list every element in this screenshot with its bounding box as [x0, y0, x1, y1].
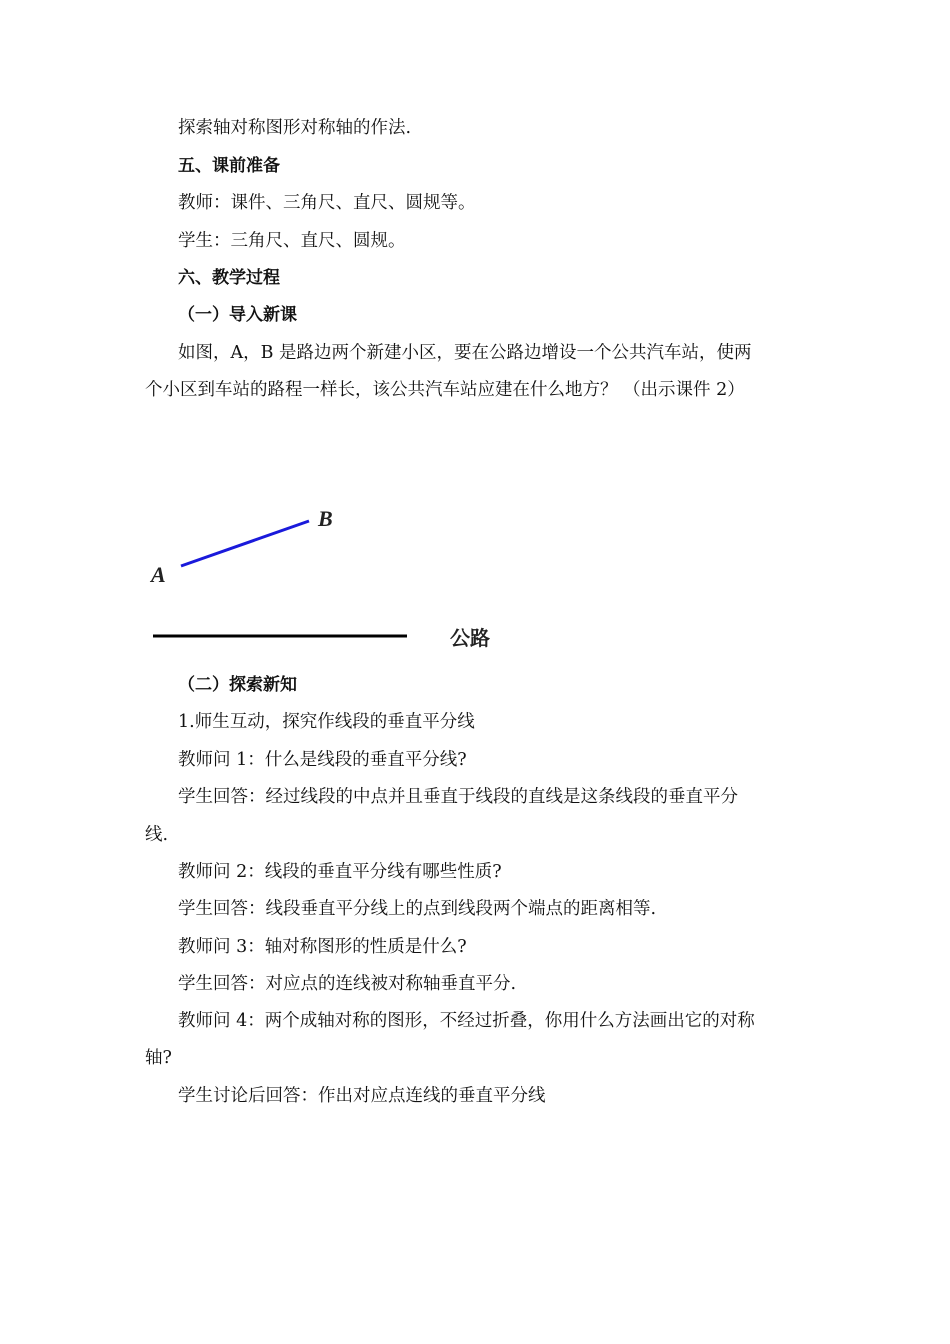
point-a-label: A [151, 562, 166, 587]
subsection-heading-2: （二）探索新知 [178, 675, 297, 695]
text-line: 学生回答：线段垂直平分线上的点到线段两个端点的距离相等. [178, 899, 657, 919]
text-line: 如图，A，B 是路边两个新建小区，要在公路边增设一个公共汽车站，使两 [178, 343, 752, 363]
text-line: 线. [145, 825, 169, 845]
text-line: 个小区到车站的路程一样长，该公共汽车站应建在什么地方？ （出示课件 2） [145, 380, 745, 400]
text-line: 学生回答：经过线段的中点并且垂直于线段的直线是这条线段的垂直平分 [178, 787, 738, 807]
text-line: 学生回答：对应点的连线被对称轴垂直平分. [178, 974, 517, 994]
point-b-label: B [318, 506, 333, 531]
section-heading-5: 五、课前准备 [178, 156, 280, 176]
text-line: 轴? [145, 1048, 172, 1068]
text-line: 探索轴对称图形对称轴的作法. [178, 118, 412, 138]
road-label: 公路 [450, 626, 490, 650]
text-line: 教师问 1：什么是线段的垂直平分线? [178, 750, 467, 770]
section-heading-6: 六、教学过程 [178, 268, 280, 288]
text-line: 学生：三角尺、直尺、圆规。 [178, 231, 406, 251]
segment-ab [181, 521, 309, 566]
text-line: 学生讨论后回答：作出对应点连线的垂直平分线 [178, 1086, 546, 1106]
subsection-heading-1: （一）导入新课 [178, 305, 297, 325]
road-figure-svg [140, 500, 520, 660]
text-line: 教师问 4：两个成轴对称的图形，不经过折叠，你用什么方法画出它的对称 [178, 1011, 755, 1031]
text-line: 教师：课件、三角尺、直尺、圆规等。 [178, 193, 476, 213]
text-line: 教师问 2：线段的垂直平分线有哪些性质? [178, 862, 502, 882]
text-line: 1.师生互动，探究作线段的垂直平分线 [178, 712, 475, 732]
road-figure [140, 500, 520, 660]
text-line: 教师问 3：轴对称图形的性质是什么? [178, 937, 467, 957]
